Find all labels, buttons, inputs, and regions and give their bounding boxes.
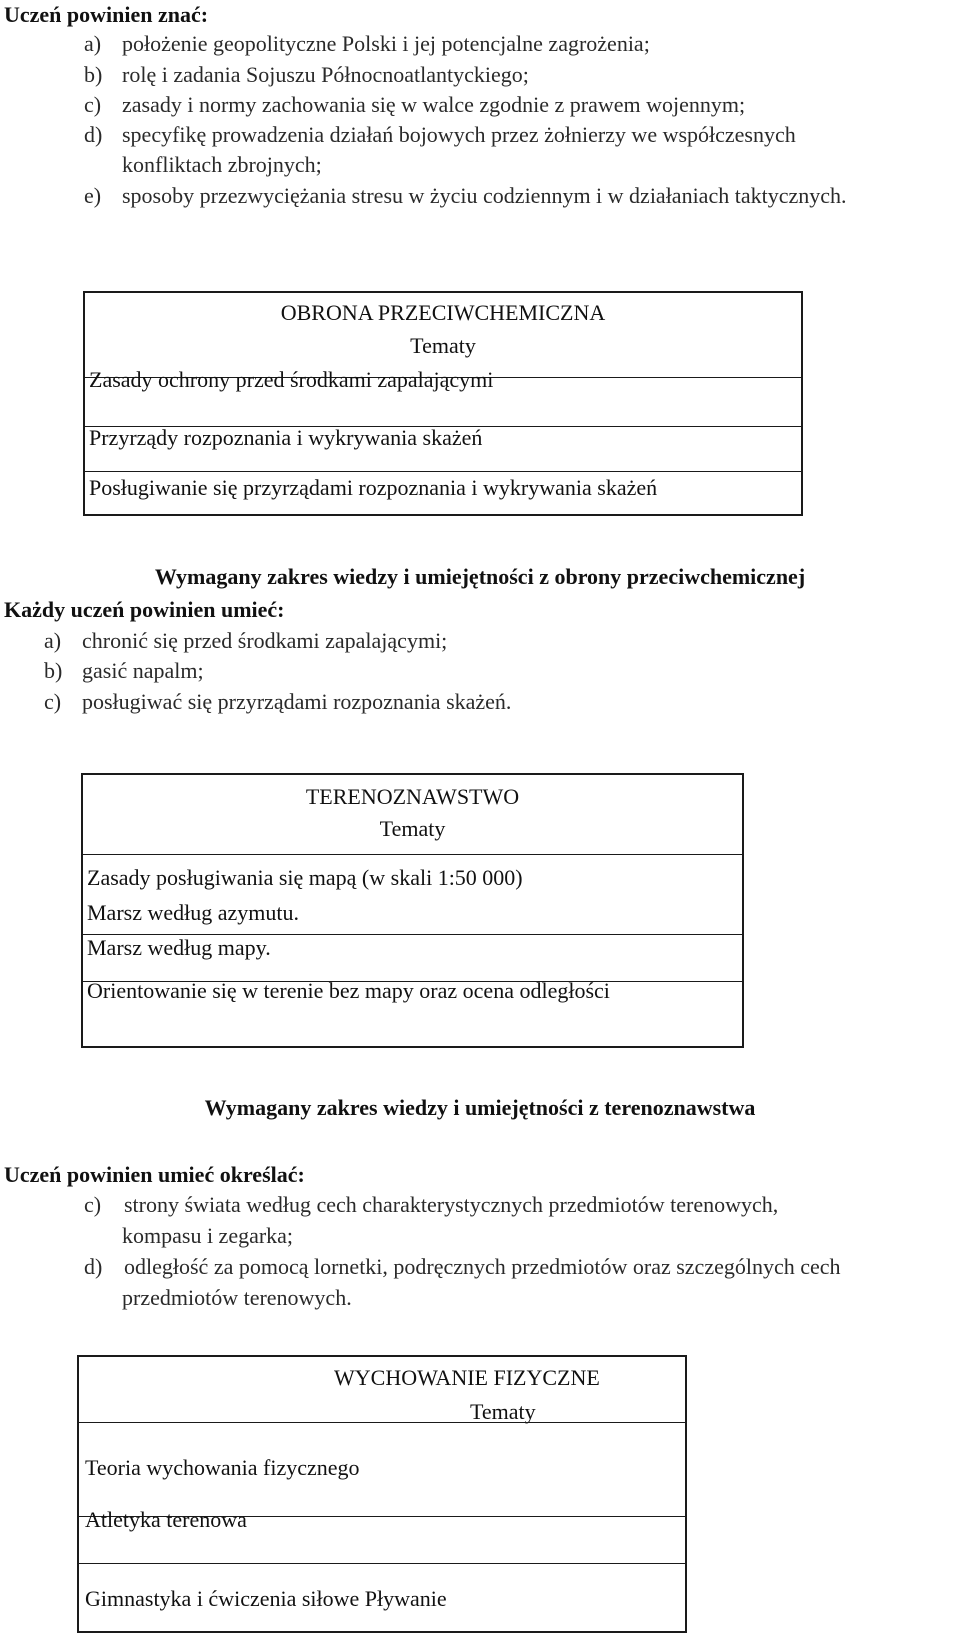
table-row xyxy=(79,1422,685,1516)
list-marker: c) xyxy=(84,92,102,117)
list-item: rolę i zadania Sojuszu Północnoatlantyckiego; xyxy=(122,62,529,87)
list-item: zasady i normy zachowania się w walce zgodnie z prawem wojennym; xyxy=(122,92,746,117)
table-obrona xyxy=(83,291,803,516)
table-cell: Marsz według mapy. xyxy=(87,935,271,960)
table-subtitle: Tematy xyxy=(379,816,446,841)
list-marker: b) xyxy=(84,62,103,87)
table-header xyxy=(83,775,742,854)
table-row xyxy=(83,934,742,981)
table-row xyxy=(79,1507,685,1563)
list-item: strony świata według cech charakterystycznych przedmiotów terenowych, xyxy=(124,1192,779,1217)
table-subtitle: Tematy xyxy=(410,333,476,358)
list-marker: e) xyxy=(84,183,102,208)
table-header xyxy=(79,1357,685,1422)
table-cell: Marsz według azymutu. xyxy=(87,900,299,925)
list-item: odległość za pomocą lornetki, podręcznych przedmiotów oraz szczególnych cech xyxy=(124,1254,841,1279)
list-marker: c) xyxy=(84,1192,102,1217)
table-row xyxy=(83,854,742,934)
table-cell: Zasady ochrony przed środkami zapalającymi xyxy=(89,367,494,392)
table-cell: Gimnastyka i ćwiczenia siłowe Pływanie xyxy=(85,1586,447,1611)
section-lead: Uczeń powinien umieć określać: xyxy=(4,1162,305,1187)
list-item: chronić się przed środkami zapalającymi; xyxy=(82,628,448,653)
table-title: TERENOZNAWSTWO xyxy=(305,784,520,809)
table-row xyxy=(85,471,801,516)
table-title: OBRONA PRZECIWCHEMICZNA xyxy=(280,300,606,325)
table-cell: Teoria wychowania fizycznego xyxy=(85,1455,360,1480)
section-lead: Każdy uczeń powinien umieć: xyxy=(4,597,285,622)
list-marker: c) xyxy=(44,689,62,714)
table-row xyxy=(79,1563,685,1633)
list-marker: b) xyxy=(44,658,63,683)
table-header xyxy=(85,293,801,377)
list-item: położenie geopolityczne Polski i jej potencjalne zagrożenia; xyxy=(122,31,650,56)
list-item-continuation: przedmiotów terenowych. xyxy=(122,1285,352,1310)
table-terenoznawstwo xyxy=(81,773,744,1048)
table-subtitle: Tematy xyxy=(470,1399,536,1424)
list-item: posługiwać się przyrządami rozpoznania skażeń. xyxy=(82,689,512,714)
table-cell: Przyrządy rozpoznania i wykrywania skażeń xyxy=(89,425,483,450)
list-marker: a) xyxy=(84,31,102,56)
section-heading: Wymagany zakres wiedzy i umiejętności z obrony przeciwchemicznej xyxy=(154,564,806,589)
table-row xyxy=(85,426,801,471)
list-item: sposoby przezwyciężania stresu w życiu codziennym i w działaniach taktycznych. xyxy=(122,183,847,208)
list-item-continuation: konfliktach zbrojnych; xyxy=(122,152,322,177)
table-row xyxy=(83,978,742,1048)
table-title: WYCHOWANIE FIZYCZNE xyxy=(334,1365,600,1390)
table-cell: Posługiwanie się przyrządami rozpoznania i wykrywania skażeń xyxy=(89,475,658,500)
table-cell: Atletyka terenowa xyxy=(85,1507,247,1532)
table-cell: Zasady posługiwania się mapą (w skali 1:50 000) xyxy=(87,865,523,890)
table-cell: Orientowanie się w terenie bez mapy oraz ocena odległości xyxy=(87,978,610,1003)
section-heading: Wymagany zakres wiedzy i umiejętności z terenoznawstwa xyxy=(204,1095,756,1120)
table-wychowanie-fizyczne xyxy=(77,1355,687,1633)
list-item: gasić napalm; xyxy=(82,658,204,683)
list-marker: a) xyxy=(44,628,62,653)
list-marker: d) xyxy=(84,1254,103,1279)
intro-heading: Uczeń powinien znać: xyxy=(4,2,209,27)
list-marker: d) xyxy=(84,122,103,147)
list-item-continuation: kompasu i zegarka; xyxy=(122,1223,294,1248)
table-row xyxy=(85,367,801,426)
list-item: specyfikę prowadzenia działań bojowych przez żołnierzy we współczesnych xyxy=(122,122,796,147)
